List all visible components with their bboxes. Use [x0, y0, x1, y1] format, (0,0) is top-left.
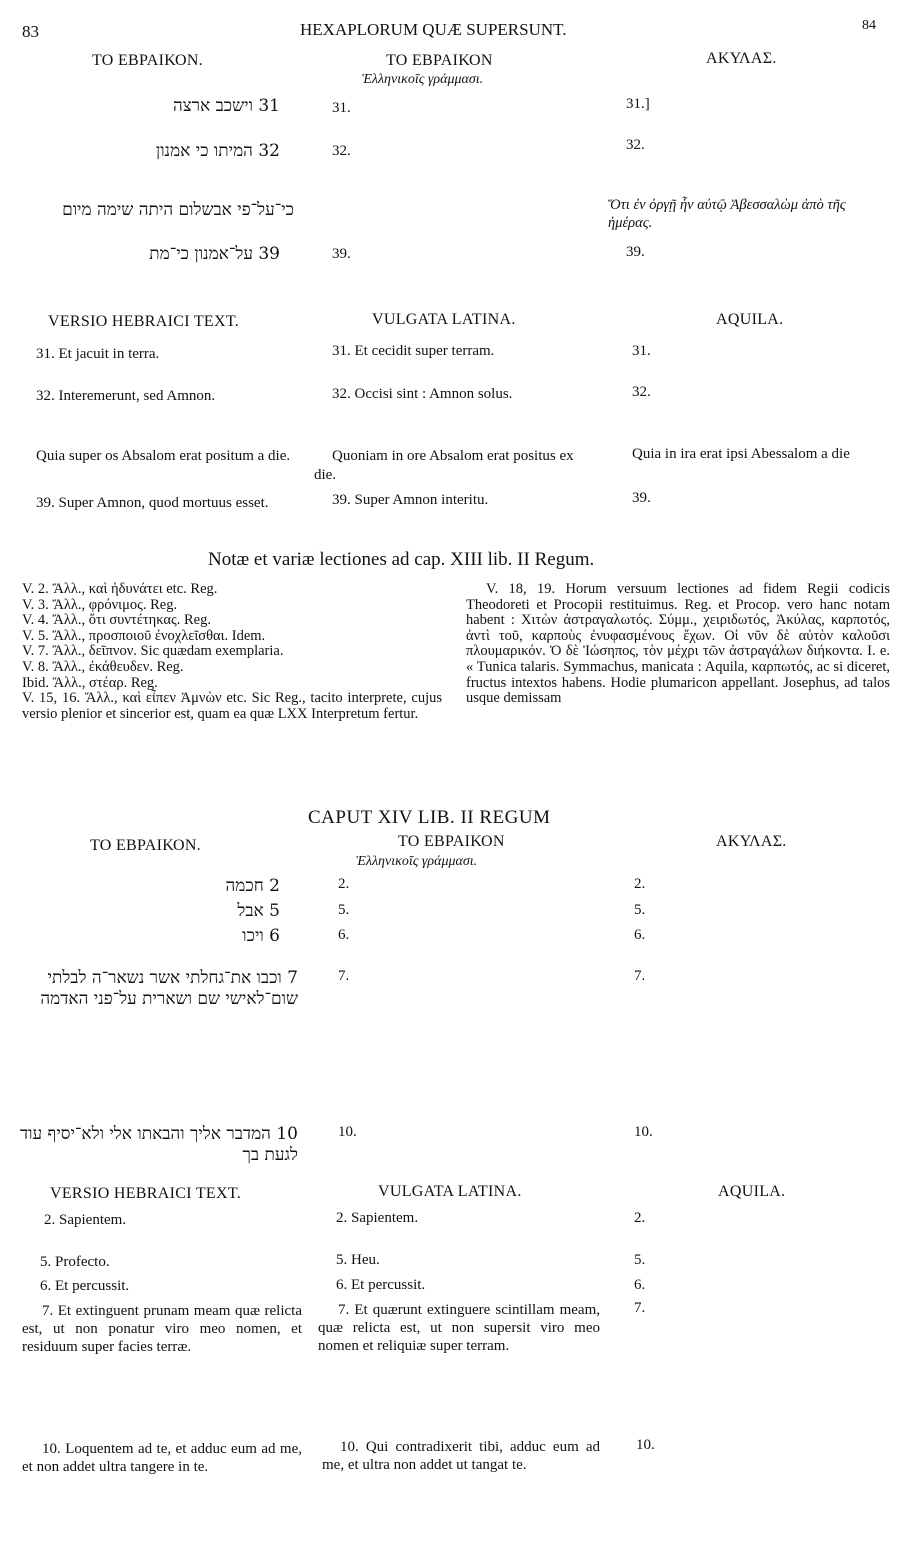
vulgata-verse: 31. Et cecidit super terram. — [332, 343, 495, 359]
vulgata-verse: 39. Super Amnon interitu. — [332, 492, 489, 508]
aquila-latin-verse: 7. — [634, 1300, 646, 1316]
vulgata-verse: 10. Qui contradixerit tibi, adduc eum ad me, et ultra non addet ut tangat te. — [322, 1439, 600, 1473]
aquila-latin-verse: 6. — [634, 1277, 646, 1293]
note-line: V. 8. Ἄλλ., ἐκάθευδεν. Reg. — [22, 658, 184, 675]
notes-title: Notæ et variæ lectiones ad cap. XIII lib. II Regum. — [208, 549, 595, 570]
chapter-title: CAPUT XIV LIB. II REGUM — [308, 807, 551, 828]
aquila-latin-verse: 2. — [634, 1210, 646, 1226]
column-header-versio: VERSIO HEBRAICI TEXT. — [48, 313, 240, 330]
aquila-latin-verse: 32. — [632, 384, 651, 400]
versio-verse: 32. Interemerunt, sed Amnon. — [36, 388, 216, 404]
note-line: Ibid. Ἄλλ., στέαρ. Reg. — [22, 674, 158, 691]
page-number-right: 84 — [862, 18, 876, 33]
note-line: V. 5. Ἄλλ., προσποιοῦ ἐνοχλεῖσθαι. Idem. — [22, 627, 266, 644]
aquila-verse: 5. — [634, 902, 646, 918]
hebrew-verse: 2 חכמה — [225, 876, 280, 896]
aquila-verse: 10. — [634, 1124, 653, 1140]
aquila-verse: 7. — [634, 968, 646, 984]
column-header-hebrew-greek: ΤΟ ΕΒΡΑΙΚΟΝ — [386, 52, 493, 69]
vulgata-verse: 5. Heu. — [336, 1252, 380, 1268]
translit-verse: 10. — [338, 1124, 357, 1140]
note-line: V. 15, 16. Ἄλλ., καὶ εἶπεν Ἀμνὼν etc. Sic Reg., tacito interprete, cujus versio plenior et sincerior est, quam ea quæ LXX Interpretum fertur. — [22, 690, 442, 722]
versio-verse: 7. Et extinguent prunam meam quæ relicta est, ut non ponatur viro meo nomen, et residuum super facies terræ. — [22, 1303, 302, 1355]
hebrew-verse: 10 המדבר אליך והבאתו אלי ולא־יסיף עוד לגעת בך — [19, 1124, 298, 1165]
aquila-latin-verse: 10. — [636, 1437, 655, 1453]
note-line: V. 7. Ἄλλ., δεῖπνον. Sic quædam exemplaria. — [22, 643, 284, 660]
column-header-hebrew: ΤΟ ΕΒΡΑΙΚΟΝ. — [92, 52, 203, 69]
translit-verse: 7. — [338, 968, 350, 984]
translit-verse: 31. — [332, 100, 351, 116]
versio-verse: 31. Et jacuit in terra. — [36, 346, 160, 362]
vulgata-verse: 6. Et percussit. — [336, 1277, 426, 1293]
column-header-aquila: ΑΚΥΛΑΣ. — [706, 50, 777, 67]
versio-verse: 6. Et percussit. — [40, 1278, 130, 1294]
hebrew-verse: 5 אבל — [237, 901, 280, 921]
versio-verse: 2. Sapientem. — [44, 1212, 127, 1228]
hebrew-verse: כי־על־פי אבשלום היתה שימה מיום — [62, 200, 294, 220]
hebrew-verse: 7 וכבו את־גחלתי אשר נשאר־ה לבלתי שום־לאישי שם ושארית על־פני האדמה — [40, 968, 298, 1009]
vulgata-verse: 7. Et quærunt extinguere scintillam meam, quæ relicta est, ut non supersit viro meo nomen et reliquiæ super terram. — [318, 1302, 600, 1354]
column-header-aquila-latin: AQUILA. — [716, 311, 784, 328]
column-header-versio: VERSIO HEBRAICI TEXT. — [50, 1185, 242, 1202]
aquila-latin-verse: 39. — [632, 490, 651, 506]
aquila-verse: Ὅτι ἐν ὀργῇ ἦν αὐτῷ Ἀβεσσαλὼμ ἀπὸ τῆς ἡμέρας. — [608, 197, 846, 231]
versio-verse: 5. Profecto. — [40, 1254, 110, 1270]
vulgata-verse: Quoniam in ore Absalom erat positus ex die. — [314, 448, 574, 483]
versio-verse: 39. Super Amnon, quod mortuus esset. — [36, 495, 269, 511]
aquila-verse: 39. — [626, 244, 645, 260]
running-title: HEXAPLORUM QUÆ SUPERSUNT. — [300, 20, 567, 39]
column-header-hebrew-greek: ΤΟ ΕΒΡΑΙΚΟΝ — [398, 833, 505, 850]
hebrew-verse: 32 המיתו כי אמנון — [155, 141, 280, 161]
notes-right-column: V. 18, 19. Horum versuum lectiones ad fidem Regii codicis Theodoreti et Procopii restituimus. Reg. et Procop. vero hanc notam habent : Χιτὼν ἀστραγαλωτός. Σύμμ., χειριδωτός, Ἀκύλας, καρποτός, ἀντὶ τοῦ, καρποὺς ἐνυφασμένους ἔχων. Οἱ νῦν δὲ αὐτὸν καλοῦσι πλουμαρικόν. Ὁ δὲ Ἰώσηπος, τὸν μέχρι τῶν ἀστραγάλων διήκοντα. I. e. « Tunica talaris. Symmachus, manicata : Aquila, καρπωτός, ac si diceret, fructus intextos habens. Hodie plumaricon appellant. Josephus, ad talos usque demissam — [466, 581, 890, 707]
aquila-verse: 6. — [634, 927, 646, 943]
column-header-hebrew: ΤΟ ΕΒΡΑΙΚΟΝ. — [90, 837, 201, 854]
column-header-aquila-latin: AQUILA. — [718, 1183, 786, 1200]
note-line: V. 4. Ἄλλ., ὅτι συντέτηκας. Reg. — [22, 612, 211, 629]
column-header-vulgata: VULGATA LATINA. — [378, 1183, 522, 1200]
translit-verse: 39. — [332, 246, 351, 262]
translit-verse: 6. — [338, 927, 350, 943]
hebrew-verse: 6 ויכו — [242, 926, 280, 946]
aquila-latin-verse: Quia in ira erat ipsi Abessalom a die — [632, 446, 850, 462]
aquila-verse: 32. — [626, 137, 645, 153]
column-subheader-hebrew-greek: Ἑλληνικοῖς γράμμασι. — [356, 854, 478, 869]
translit-verse: 5. — [338, 902, 350, 918]
hebrew-verse: 39 על־אמנון כי־מת — [149, 244, 280, 264]
vulgata-verse: 32. Occisi sint : Amnon solus. — [332, 386, 513, 402]
versio-verse: 10. Loquentem ad te, et adduc eum ad me, et non addet ultra tangere in te. — [22, 1441, 302, 1475]
aquila-latin-verse: 31. — [632, 343, 651, 359]
notes-left-column — [22, 582, 442, 722]
aquila-latin-verse: 5. — [634, 1252, 646, 1268]
aquila-verse: 31.] — [626, 96, 650, 112]
column-subheader-hebrew-greek: Ἑλληνικοῖς γράμμασι. — [362, 72, 484, 87]
aquila-verse: 2. — [634, 876, 646, 892]
column-header-aquila: ΑΚΥΛΑΣ. — [716, 833, 787, 850]
vulgata-verse: 2. Sapientem. — [336, 1210, 419, 1226]
translit-verse: 32. — [332, 143, 351, 159]
versio-verse: Quia super os Absalom erat positum a die. — [36, 448, 291, 464]
translit-verse: 2. — [338, 876, 350, 892]
hebrew-verse: 31 וישכב ארצה — [172, 96, 280, 116]
column-header-vulgata: VULGATA LATINA. — [372, 311, 516, 328]
note-line: V. 3. Ἄλλ., φρόνιμος. Reg. — [22, 596, 178, 613]
page-number-left: 83 — [22, 22, 39, 41]
note-line: V. 2. Ἄλλ., καὶ ἠδυνάτει etc. Reg. — [22, 581, 218, 597]
